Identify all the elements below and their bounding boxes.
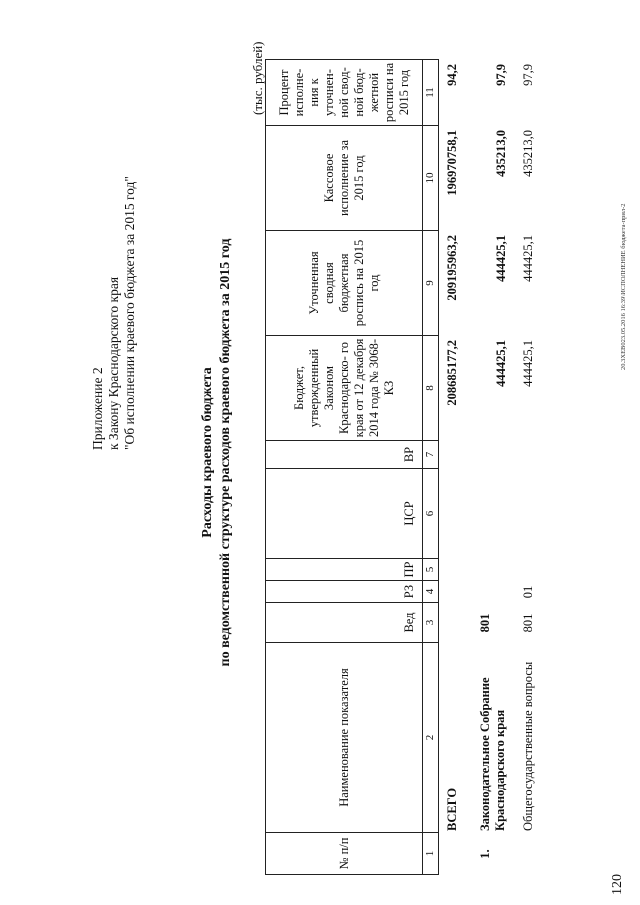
- appendix-line-2: к Закону Краснодарского края: [106, 276, 121, 450]
- row-name: Законодательное Собрание Краснодарского края: [478, 677, 507, 831]
- row-refined: 209195963,2: [445, 235, 459, 301]
- col-number: 9: [423, 231, 439, 336]
- row-cash: 196970758,1: [445, 130, 459, 196]
- header-percent: Процент исполне- ния к уточнен- ной свод- ной бюд- жетной росписи на 2015 год: [266, 60, 423, 126]
- row-name: Общегосударственные вопросы: [521, 661, 535, 831]
- row-cash: 435213,0: [494, 130, 508, 177]
- document-title: Расходы краевого бюджета: [200, 367, 215, 538]
- header-rz: РЗ: [266, 581, 423, 603]
- row-refined: 444425,1: [521, 235, 535, 282]
- col-number: 4: [423, 581, 439, 603]
- unit-label: (тыс. рублей): [250, 41, 265, 115]
- col-number: 2: [423, 643, 439, 833]
- col-number: 10: [423, 126, 439, 231]
- row-approved: 208685177,2: [445, 340, 459, 406]
- header-refined: Уточненная сводная бюджетная роспись на 2015 год: [266, 231, 423, 336]
- appendix-line-1: Приложение 2: [90, 367, 105, 450]
- header-name: Наименование показателя: [266, 643, 423, 833]
- footer-file-path: 20.3ХЕВ023.05.2016 16:39\ИСПОЛНЕНИЕ бюджета-прил-2: [620, 203, 627, 370]
- row-rz: 01: [521, 585, 535, 599]
- col-number: 8: [423, 336, 439, 441]
- col-number: 6: [423, 469, 439, 559]
- header-csr: ЦСР: [266, 469, 423, 559]
- appendix-line-3: "Об исполнении краевого бюджета за 2015 год": [122, 176, 137, 450]
- header-vr: ВР: [266, 441, 423, 469]
- row-cash: 435213,0: [521, 130, 535, 177]
- row-approved: 444425,1: [521, 340, 535, 387]
- row-ved: 801: [521, 613, 535, 633]
- row-percent: 94,2: [445, 64, 459, 86]
- header-table: [265, 59, 439, 875]
- table-row: [462, 60, 511, 875]
- row-no: 1.: [478, 849, 492, 859]
- document-subtitle: по ведомственной структуре расходов краевого бюджета за 2015 год: [218, 238, 233, 667]
- appendix-note: [90, 176, 138, 450]
- table-row-total: [443, 60, 462, 875]
- header-no: № п/п: [266, 833, 423, 875]
- row-ved: 801: [478, 613, 492, 633]
- col-number: 5: [423, 559, 439, 581]
- header-cash: Кассовое исполнение за 2015 год: [266, 126, 423, 231]
- col-number: 1: [423, 833, 439, 875]
- page-number: 120: [610, 874, 625, 895]
- header-ved: Вед: [266, 603, 423, 643]
- row-approved: 444425,1: [494, 340, 508, 387]
- col-number: 11: [423, 60, 439, 126]
- header-pr: ПР: [266, 559, 423, 581]
- table-row: [511, 60, 538, 875]
- row-refined: 444425,1: [494, 235, 508, 282]
- col-number: 7: [423, 441, 439, 469]
- col-number: 3: [423, 603, 439, 643]
- row-percent: 97,9: [494, 64, 508, 86]
- row-percent: 97,9: [521, 64, 535, 86]
- header-approved: Бюджет, утвержденный Законом Краснодарско- го края от 12 декабря 2014 года № 3068-КЗ: [266, 336, 423, 441]
- row-name: ВСЕГО: [445, 787, 459, 831]
- data-table: [443, 60, 538, 875]
